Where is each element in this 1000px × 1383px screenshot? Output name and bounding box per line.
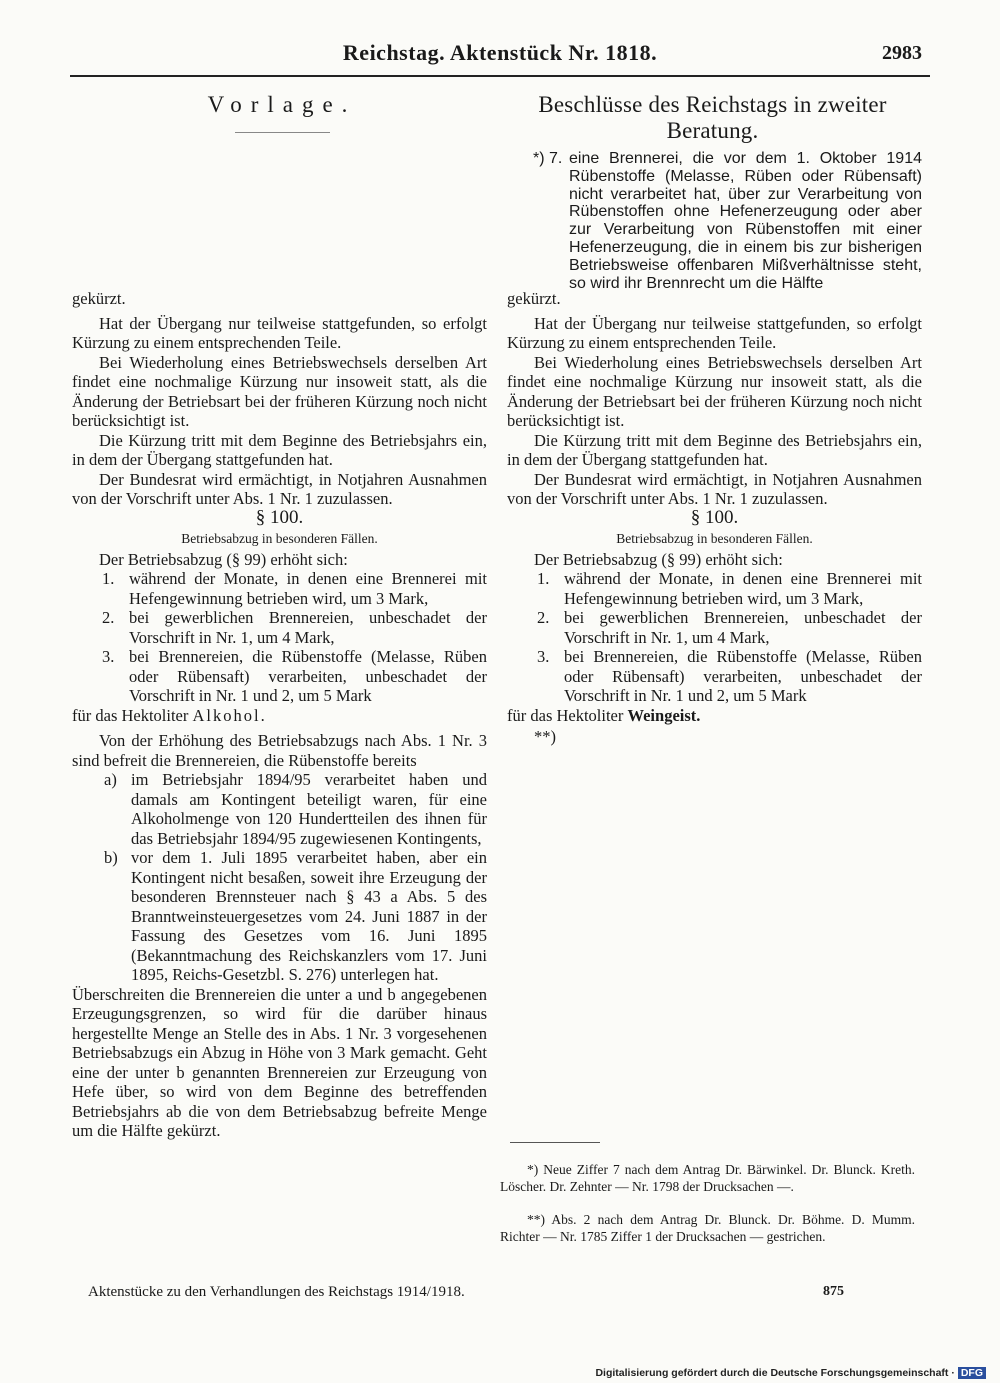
digitization-credit (595, 1367, 986, 1379)
star-item-text: eine Brennerei, die vor dem 1. Oktober 1914 Rübenstoffe (Melasse, Rüben oder Rübensaft) nicht verarbeitet hat, über zur Verarbeitung von Rübenstoffen ohne Hefenerzeugung oder aber zur Verarbeitung von Rübenstoffen mit einer Hefenerzeugung, die in einem bis zur bisherigen Betriebsweise offenbaren Mißverhältnisse steht, so wird ihr Brennrecht um die Hälfte (569, 150, 922, 292)
right-section-100 (507, 508, 922, 747)
left-section-100 (72, 508, 487, 1141)
header-rule (70, 75, 930, 77)
footnote-1 (500, 1162, 915, 1195)
left-list-item (102, 647, 487, 706)
right-list-item (537, 647, 922, 706)
left-subitem (104, 770, 487, 848)
left-subitem-text: im Betriebsjahr 1894/95 verarbeitet haben und damals am Kontingent beteiligt waren, für eine Alkoholmenge von 120 Hundertteilen des ihnen für das Betriebsjahr 1894/95 zugewiesenen Kontingents, (131, 770, 487, 848)
left-subitem-text: vor dem 1. Juli 1895 verarbeitet haben, aber ein Kontingent nicht besaßen, soweit ihre Erzeugung der besonderen Brennsteuer nach § 43 a Abs. 5 des Branntweinsteuergesetzes vom 24. Juni 1887 in der Fassung des Gesetzes vom 16. Juni 1895 (Bekanntmachung des Reichskanzlers vom 17. Juni 1895, Reichs-Gesetzbl. S. 276) unterlegen hat. (131, 848, 487, 984)
right-closing (507, 706, 922, 726)
right-section-title: Betriebsabzug in besonderen Fällen. (616, 530, 813, 546)
right-intro-end: gekürzt. (507, 289, 561, 308)
left-subitem-letter: a) (104, 770, 117, 789)
left-column-title: Vorlage. (207, 92, 357, 117)
right-item-number: 2. (537, 608, 550, 627)
right-para-4: Der Bundesrat wird ermächtigt, in Notjahren Ausnahmen von der Vorschrift unter Abs. 1 Nr. 1 zuzulassen. (507, 469, 922, 508)
left-para-exemption: Von der Erhöhung des Betriebsabzugs nach Abs. 1 Nr. 3 sind befreit die Brennereien, die Rübenstoffe bereits (72, 731, 487, 770)
left-closing-word: Alkohol. (192, 705, 267, 725)
dfg-logo: DFG (958, 1367, 986, 1379)
footnote-rule (510, 1142, 600, 1143)
page-header-title: Reichstag. Aktenstück Nr. 1818. (342, 40, 658, 65)
right-item-number: 3. (537, 647, 550, 666)
left-intro-end: gekürzt. (72, 289, 126, 308)
right-closing-word: Weingeist. (627, 705, 701, 725)
left-closing (72, 706, 487, 726)
page-number: 2983 (882, 42, 922, 64)
left-upper-block (72, 289, 487, 509)
left-final-para: Überschreiten die Brennereien die unter a und b angegebenen Erzeugungsgrenzen, so wird für die darüber hinaus hergestellte Menge an Stelle des in Abs. 1 Nr. 3 vorgesehenen Betriebsabzugs ein Abzug in Höhe von 3 Mark gemacht. Geht eine der unter b genannten Brennereien zur Erzeugung von Hefe über, so wird von dem Beginne des betreffenden Betriebsjahrs ab die von dem Betriebsabzug befreite Menge um die Hälfte gekürzt. (72, 984, 487, 1140)
right-list-item (537, 569, 922, 608)
left-item-number: 3. (102, 647, 115, 666)
left-section-title: Betriebsabzug in besonderen Fällen. (181, 530, 378, 546)
left-title-rule (235, 132, 330, 133)
left-subitem-letter: b) (104, 848, 118, 867)
right-closing-prefix: für das Hektoliter (507, 705, 624, 725)
left-subitem (104, 848, 487, 985)
left-item-text: bei Brennereien, die Rübenstoffe (Melasse, Rüben oder Rübensaft) verarbeiten, unbeschadet der Vorschrift in Nr. 1 und 2, um 5 Mark (129, 647, 487, 705)
footer-page-number: 875 (823, 1284, 844, 1299)
right-section-number: § 100. (690, 507, 739, 528)
left-para-4: Der Bundesrat wird ermächtigt, in Notjahren Ausnahmen von der Vorschrift unter Abs. 1 Nr. 1 zuzulassen. (72, 469, 487, 508)
left-list-item (102, 608, 487, 647)
right-para-1: Hat der Übergang nur teilweise stattgefunden, so erfolgt Kürzung zu einem entsprechenden Teile. (507, 313, 922, 352)
footnote-2-text: **) Abs. 2 nach dem Antrag Dr. Blunck. Dr. Böhme. D. Mumm. Richter — Nr. 1785 Ziffer 1 der Drucksachen — gestrichen. (500, 1212, 915, 1244)
left-lead: Der Betriebsabzug (§ 99) erhöht sich: (99, 549, 348, 569)
right-list-item (537, 608, 922, 647)
left-para-3: Die Kürzung tritt mit dem Beginne des Betriebsjahrs ein, in dem der Übergang stattgefunden hat. (72, 430, 487, 469)
left-closing-prefix: für das Hektoliter (72, 705, 189, 725)
left-para-2: Bei Wiederholung eines Betriebswechsels derselben Art findet eine nochmalige Kürzung nur insoweit statt, als die Änderung der Betriebsart bei der früheren Kürzung noch nicht berücksichtigt ist. (72, 352, 487, 430)
right-item-text: bei gewerblichen Brennereien, unbeschadet der Vorschrift in Nr. 1, um 4 Mark, (564, 608, 922, 647)
left-list-item (102, 569, 487, 608)
footnote-2 (500, 1212, 915, 1245)
left-item-number: 2. (102, 608, 115, 627)
footnote-1-text: *) Neue Ziffer 7 nach dem Antrag Dr. Bärwinkel. Dr. Blunck. Kreth. Löscher. Dr. Zehnter — Nr. 1798 der Drucksachen —. (500, 1162, 915, 1194)
credit-text: Digitalisierung gefördert durch die Deutsche Forschungsgemeinschaft · (595, 1367, 955, 1379)
right-column-title: Beschlüsse des Reichstags in zweiter Beratung. (538, 92, 887, 143)
right-star2-marker: **) (534, 727, 556, 746)
right-lead: Der Betriebsabzug (§ 99) erhöht sich: (534, 549, 783, 569)
right-item-text: während der Monate, in denen eine Brennerei mit Hefengewinnung betrieben wird, um 3 Mark, (564, 569, 922, 608)
left-item-number: 1. (102, 569, 115, 588)
right-para-2: Bei Wiederholung eines Betriebswechsels derselben Art findet eine nochmalige Kürzung nur insoweit statt, als die Änderung der Betriebsart bei der früheren Kürzung noch nicht berücksichtigt ist. (507, 352, 922, 430)
footer-source: Aktenstücke zu den Verhandlungen des Reichstags 1914/1918. (88, 1284, 465, 1300)
right-para-3: Die Kürzung tritt mit dem Beginne des Betriebsjahrs ein, in dem der Übergang stattgefunden hat. (507, 430, 922, 469)
right-upper-block (507, 289, 922, 509)
left-section-number: § 100. (255, 507, 304, 528)
left-item-text: während der Monate, in denen eine Brennerei mit Hefengewinnung betrieben wird, um 3 Mark, (129, 569, 487, 608)
right-item-text: bei Brennereien, die Rübenstoffe (Melasse, Rüben oder Rübensaft) verarbeiten, unbeschadet der Vorschrift in Nr. 1 und 2, um 5 Mark (564, 647, 922, 705)
right-star-item (507, 150, 922, 292)
left-para-1: Hat der Übergang nur teilweise stattgefunden, so erfolgt Kürzung zu einem entsprechenden Teile. (72, 313, 487, 352)
right-item-number: 1. (537, 569, 550, 588)
star-item-number: *) 7. (533, 150, 563, 167)
left-item-text: bei gewerblichen Brennereien, unbeschadet der Vorschrift in Nr. 1, um 4 Mark, (129, 608, 487, 647)
